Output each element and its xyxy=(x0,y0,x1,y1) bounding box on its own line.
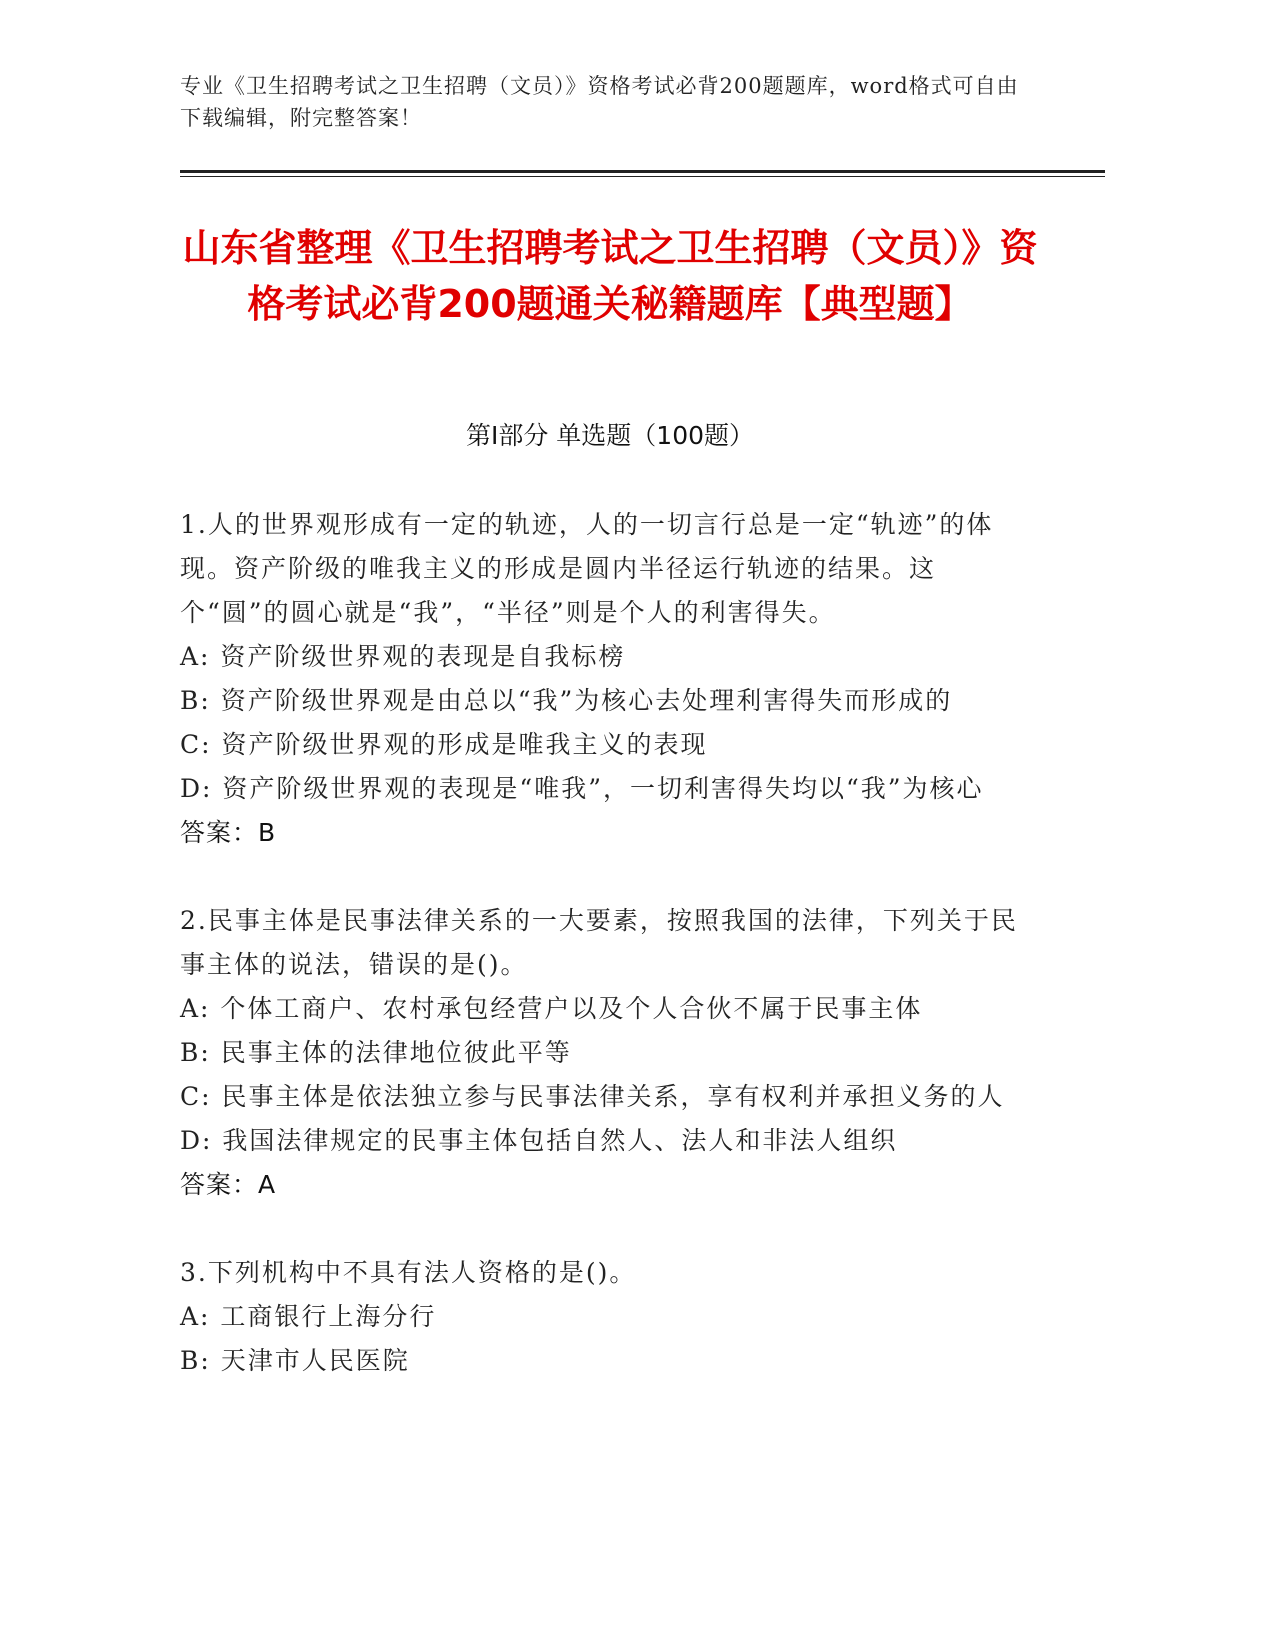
header-rule-thin xyxy=(180,176,1105,177)
question-list xyxy=(180,503,1040,1427)
question-text: 2.民事主体是民事法律关系的一大要素，按照我国的法律，下列关于民事主体的说法，错误的是()。 xyxy=(180,906,1018,979)
question-text: 3.下列机构中不具有法人资格的是()。 xyxy=(180,1258,637,1287)
question-text: 1.人的世界观形成有一定的轨迹，人的一切言行总是一定“轨迹”的体现。资产阶级的唯我主义的形成是圆内半径运行轨迹的结果。这个“圆”的圆心就是“我”，“半径”则是个人的利害得失。 xyxy=(180,510,994,627)
option-b: B: 资产阶级世界观是由总以“我”为核心去处理利害得失而形成的 xyxy=(180,686,953,715)
option-b: B: 民事主体的法律地位彼此平等 xyxy=(180,1038,572,1067)
section-title: 第I部分 单选题（100题） xyxy=(465,421,755,450)
header-note: 专业《卫生招聘考试之卫生招聘（文员）》资格考试必背200题题库，word格式可自由下载编辑，附完整答案！ xyxy=(180,74,1019,130)
answer: 答案：A xyxy=(180,1170,277,1199)
option-b: B: 天津市人民医院 xyxy=(180,1346,410,1375)
option-d: D: 我国法律规定的民事主体包括自然人、法人和非法人组织 xyxy=(180,1126,898,1155)
option-d: D: 资产阶级世界观的表现是“唯我”，一切利害得失均以“我”为核心 xyxy=(180,774,984,803)
answer: 答案：B xyxy=(180,818,277,847)
option-a: A: 工商银行上海分行 xyxy=(180,1302,437,1331)
option-a: A: 资产阶级世界观的表现是自我标榜 xyxy=(180,642,626,671)
question-1 xyxy=(180,503,1040,855)
option-a: A: 个体工商户、农村承包经营户以及个人合伙不属于民事主体 xyxy=(180,994,923,1023)
question-2 xyxy=(180,899,1040,1207)
document-title: 山东省整理《卫生招聘考试之卫生招聘（文员）》资格考试必背200题通关秘籍题库【典型题】 xyxy=(182,226,1038,326)
question-3 xyxy=(180,1251,1040,1383)
header-rule-thick xyxy=(180,170,1105,173)
option-c: C: 资产阶级世界观的形成是唯我主义的表现 xyxy=(180,730,708,759)
option-c: C: 民事主体是依法独立参与民事法律关系，享有权利并承担义务的人 xyxy=(180,1082,1005,1111)
